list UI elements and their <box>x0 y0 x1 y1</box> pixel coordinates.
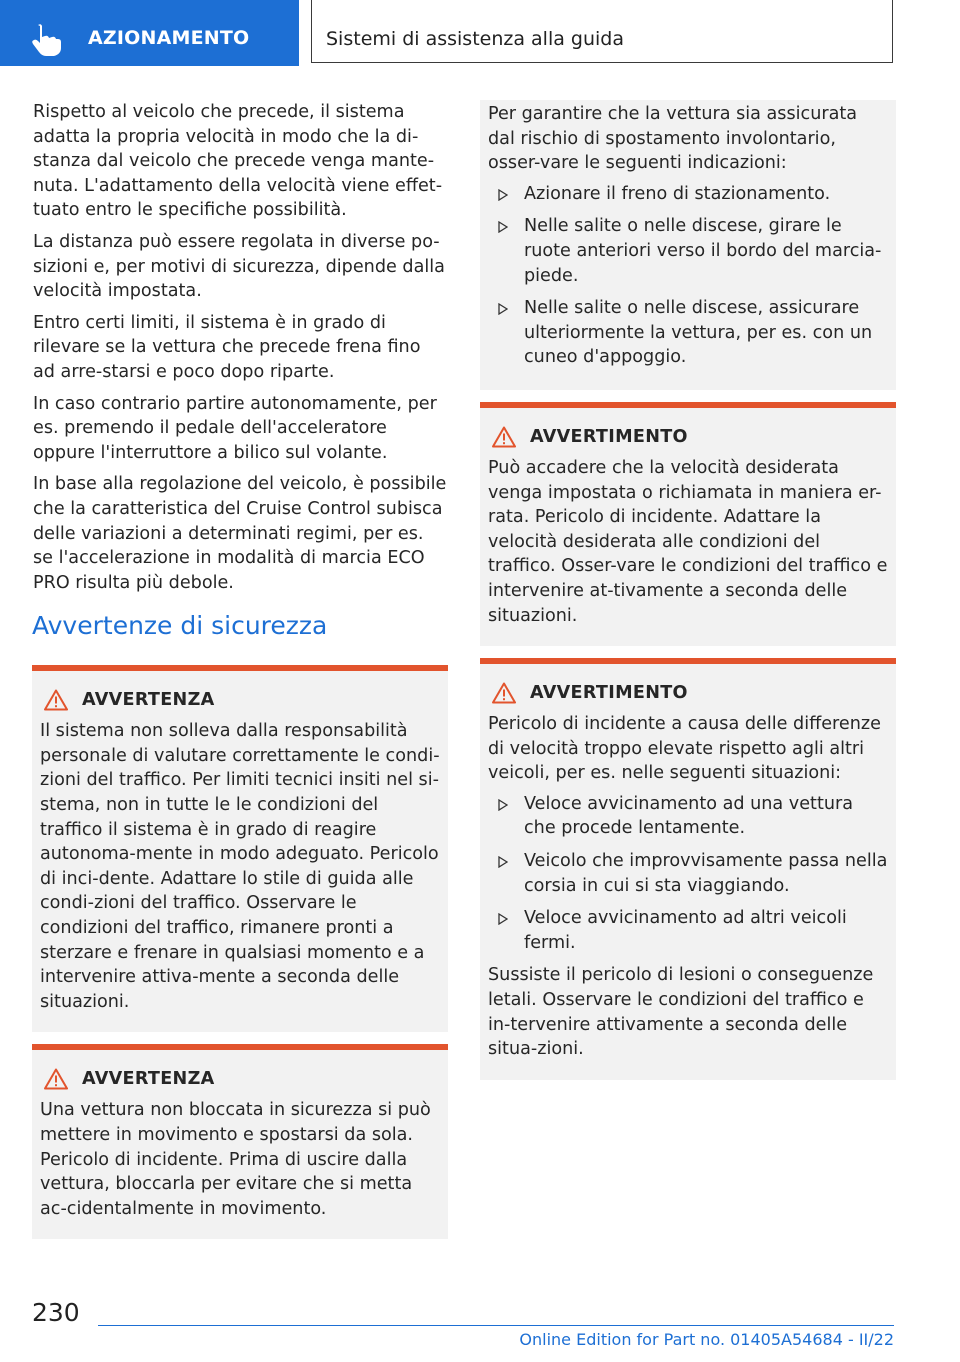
triangle-bullet-icon <box>498 856 508 868</box>
hand-pointer-icon <box>26 22 62 56</box>
triangle-bullet-icon <box>498 799 508 811</box>
warning-triangle-icon <box>44 1068 68 1090</box>
list-item: Veloce avvicinamento ad altri veicoli fermi. <box>488 906 888 955</box>
triangle-bullet-icon <box>498 221 508 233</box>
paragraph: Rispetto al veicolo che precede, il sistema adatta la propria velocità in modo che la di-stanza dal veicolo che precede venga mante-nuta. L'adattamento della velocità viene effet-tuato entro le specifiche possibilità. <box>33 102 443 221</box>
page-footer <box>0 1290 960 1362</box>
warning-triangle-icon <box>492 682 516 704</box>
left-column <box>32 100 448 1239</box>
page-header <box>0 0 960 66</box>
right-column <box>480 100 896 1080</box>
info-intro: Per garantire che la vettura sia assicurata dal rischio di spostamento involontario, osser-vare le seguenti indicazioni: <box>488 104 858 174</box>
info-list <box>488 182 888 370</box>
paragraph: La distanza può essere regolata in diverse po-sizioni e, per motivi di sicurezza, dipende dalla velocità impostata. <box>33 231 445 302</box>
list-item: Veloce avvicinamento ad una vettura che procede lentamente. <box>488 792 888 841</box>
triangle-bullet-icon <box>498 303 508 315</box>
warning-text: Sussiste il pericolo di lesioni o conseguenze letali. Osservare le condizioni del traffico e in-tervenire attivamente a seconda delle situa-zioni. <box>488 965 874 1060</box>
warning-box <box>32 1044 448 1239</box>
warning-triangle-icon <box>44 689 68 711</box>
section-tab <box>0 0 299 66</box>
warning-title: AVVERTIMENTO <box>530 683 688 704</box>
warning-triangle-icon <box>492 426 516 448</box>
warning-text: Una vettura non bloccata in sicurezza si può mettere in movimento e spostarsi da sola. Pericolo di incidente. Prima di uscire dalla vettura, bloccarla per evitare che si metta ac-cidentalmente in movimento. <box>40 1100 431 1219</box>
footer-divider <box>98 1325 894 1326</box>
section-label: AZIONAMENTO <box>88 27 250 49</box>
warning-title: AVVERTENZA <box>82 690 215 711</box>
warning-box <box>32 665 448 1032</box>
section-heading: Avvertenze di sicurezza <box>32 611 328 641</box>
warning-box <box>480 658 896 1080</box>
page-number: 230 <box>32 1298 80 1327</box>
warning-header <box>488 676 888 710</box>
warning-list <box>488 792 888 956</box>
warning-header <box>40 683 440 717</box>
chapter-title: Sistemi di assistenza alla guida <box>326 28 625 50</box>
warning-text: Può accadere che la velocità desiderata venga impostata o richiamata in maniera er-rata. Pericolo di incidente. Adattare la velocità desiderata alle condizioni del traffico. Osser-vare le condizioni del traffico e intervenire at-tivamente a seconda delle situazioni. <box>488 457 888 626</box>
list-item: Veicolo che improvvisamente passa nella corsia in cui si sta viaggiando. <box>488 849 888 898</box>
paragraph: In caso contrario partire autonomamente, per es. premendo il pedale dell'acceleratore oppure l'interruttore a bilico sul volante. <box>33 393 437 463</box>
warning-title: AVVERTIMENTO <box>530 426 688 447</box>
list-item: Nelle salite o nelle discese, girare le ruote anteriori verso il bordo del marcia-piede. <box>488 214 888 288</box>
list-item: Azionare il freno di stazionamento. <box>488 182 888 207</box>
edition-text: Online Edition for Part no. 01405A54684 - II/22 <box>519 1330 894 1349</box>
info-box <box>480 100 896 390</box>
warning-header <box>40 1062 440 1096</box>
warning-text: Pericolo di incidente a causa delle differenze di velocità troppo elevate rispetto agli altri veicoli, per es. nelle seguenti situazioni: <box>488 714 881 784</box>
paragraph: In base alla regolazione del veicolo, è possibile che la caratteristica del Cruise Control subisca delle variazioni a determinati regimi, per es. se l'accelerazione in modalità di marcia ECO PRO risulta più debole. <box>33 474 447 593</box>
list-item: Nelle salite o nelle discese, assicurare ulteriormente la vettura, per es. con un cuneo d'appoggio. <box>488 296 888 370</box>
triangle-bullet-icon <box>498 189 508 201</box>
warning-title: AVVERTENZA <box>82 1069 215 1090</box>
chapter-box <box>311 0 893 63</box>
warning-text: Il sistema non solleva dalla responsabilità personale di valutare correttamente le condi-zioni del traffico. Per limiti tecnici insiti nel si-stema, non in tutte le le condizioni del traffico il sistema è in grado di reagire autonoma-mente in modo adeguato. Pericolo di inci-dente. Adattare lo stile di guida alle condi-zioni del traffico. Osservare le condizioni del traffico, rimanere pronti a sterzare e frenare in qualsiasi momento e a intervenire attiva-mente a seconda delle situazioni. <box>40 721 440 1012</box>
triangle-bullet-icon <box>498 913 508 925</box>
paragraph: Entro certi limiti, il sistema è in grado di rilevare se la vettura che precede frena fino ad arre-starsi e poco dopo riparte. <box>33 312 421 382</box>
warning-box <box>480 402 896 646</box>
warning-header <box>488 420 888 454</box>
